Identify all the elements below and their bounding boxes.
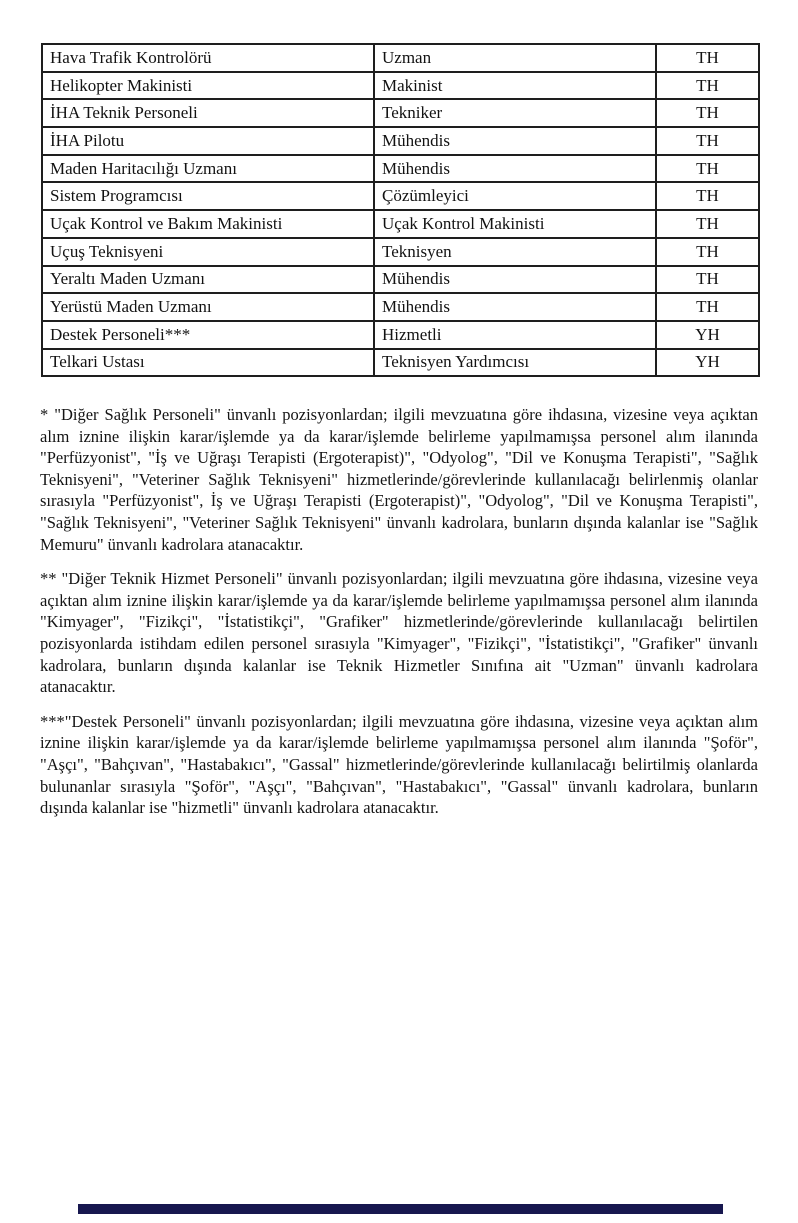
cell-job-title: Hava Trafik Kontrolörü xyxy=(42,44,374,72)
cell-position: Uzman xyxy=(374,44,656,72)
cell-position: Tekniker xyxy=(374,99,656,127)
footnote-paragraph: ***"Destek Personeli" ünvanlı pozisyonlardan; ilgili mevzuatına göre ihdasına, vizesine veya açıktan alım iznine ilişkin karar/işlemde ya da karar/işlemde belirleme yapılmamışsa personel alım ilanında "Şoför", "Aşçı", "Bahçıvan", "Hastabakıcı", "Gassal" hizmetlerinde/görevlerinde kullanılacağı belirtilmiş olanlarda bulunanlar sırasıyla "Şoför", "Aşçı", "Bahçıvan", "Hastabakıcı", "Gassal" ünvanlı kadrolara, bunların dışında kalanlar ise "hizmetli" ünvanlı kadrolara atanacaktır. xyxy=(40,711,758,818)
table-row xyxy=(42,155,759,183)
cell-position: Mühendis xyxy=(374,127,656,155)
cell-service-class: YH xyxy=(656,321,759,349)
cell-service-class: YH xyxy=(656,349,759,377)
cell-job-title: Maden Haritacılığı Uzmanı xyxy=(42,155,374,183)
footnote-paragraph: * "Diğer Sağlık Personeli" ünvanlı pozisyonlardan; ilgili mevzuatına göre ihdasına, vizesine veya açıktan alım iznine ilişkin karar/işlemde ya da karar/işlemde belirleme yapılmamışsa personel alım ilanında "Perfüzyonist", "İş ve Uğraşı Terapisti (Ergoterapist)", "Odyolog", "Dil ve Konuşma Terapisti", "Sağlık Teknisyeni", "Veteriner Sağlık Teknisyeni" hizmetlerinde/görevlerinde kullanılacağı belirlenmiş olanlar sırasıyla "Perfüzyonist", İş ve Uğraşı Terapisti (Ergoterapist)", "Odyolog", "Dil ve Konuşma Terapisti", "Sağlık Teknisyeni", "Veteriner Sağlık Teknisyeni" ünvanlı kadrolara, bunların dışında kalanlar ise "Sağlık Memuru" ünvanlı kadrolara atanacaktır. xyxy=(40,405,758,554)
table-row xyxy=(42,210,759,238)
cell-job-title: Uçuş Teknisyeni xyxy=(42,238,374,266)
cell-job-title: Sistem Programcısı xyxy=(42,182,374,210)
table-row xyxy=(42,238,759,266)
footnotes-section xyxy=(40,404,758,832)
cell-position: Makinist xyxy=(374,72,656,100)
cell-job-title: İHA Pilotu xyxy=(42,127,374,155)
cell-position: Çözümleyici xyxy=(374,182,656,210)
table-row xyxy=(42,99,759,127)
cell-position: Uçak Kontrol Makinisti xyxy=(374,210,656,238)
table-row xyxy=(42,127,759,155)
table-row xyxy=(42,44,759,72)
personnel-table xyxy=(41,43,760,377)
cell-job-title: Helikopter Makinisti xyxy=(42,72,374,100)
cell-position: Mühendis xyxy=(374,155,656,183)
table-row xyxy=(42,321,759,349)
table-row xyxy=(42,182,759,210)
table-row xyxy=(42,293,759,321)
page-bottom-bar xyxy=(78,1204,723,1214)
cell-service-class: TH xyxy=(656,155,759,183)
cell-job-title: Yerüstü Maden Uzmanı xyxy=(42,293,374,321)
cell-service-class: TH xyxy=(656,44,759,72)
table-row xyxy=(42,266,759,294)
cell-job-title: Destek Personeli*** xyxy=(42,321,374,349)
cell-service-class: TH xyxy=(656,238,759,266)
cell-job-title: Yeraltı Maden Uzmanı xyxy=(42,266,374,294)
cell-service-class: TH xyxy=(656,182,759,210)
cell-service-class: TH xyxy=(656,72,759,100)
table-row xyxy=(42,349,759,377)
cell-service-class: TH xyxy=(656,210,759,238)
cell-service-class: TH xyxy=(656,293,759,321)
cell-job-title: İHA Teknik Personeli xyxy=(42,99,374,127)
cell-service-class: TH xyxy=(656,266,759,294)
footnote-paragraph: ** "Diğer Teknik Hizmet Personeli" ünvanlı pozisyonlardan; ilgili mevzuatına göre ihdasına, vizesine veya açıktan alım iznine ilişkin karar/işlemde ya da karar/işlemde belirleme yapılmamışsa personel alım ilanında "Kimyager", "Fizikçi", "İstatistikçi", "Grafiker" hizmetlerinde/görevlerinde kullanılacağı belirtilen pozisyonlarda istihdam edilen personel sırasıyla "Kimyager", "Fizikçi", "İstatistikçi", "Grafiker" ünvanlı kadrolara, bunların dışında kalanlar ise Teknik Hizmetler Sınıfına ait "Uzman" ünvanlı kadrolara atanacaktır. xyxy=(40,569,758,697)
cell-service-class: TH xyxy=(656,127,759,155)
table-row xyxy=(42,72,759,100)
cell-service-class: TH xyxy=(656,99,759,127)
cell-position: Mühendis xyxy=(374,266,656,294)
cell-position: Mühendis xyxy=(374,293,656,321)
cell-position: Teknisyen xyxy=(374,238,656,266)
cell-job-title: Uçak Kontrol ve Bakım Makinisti xyxy=(42,210,374,238)
cell-position: Teknisyen Yardımcısı xyxy=(374,349,656,377)
cell-position: Hizmetli xyxy=(374,321,656,349)
personnel-table-body xyxy=(42,44,759,376)
cell-job-title: Telkari Ustası xyxy=(42,349,374,377)
